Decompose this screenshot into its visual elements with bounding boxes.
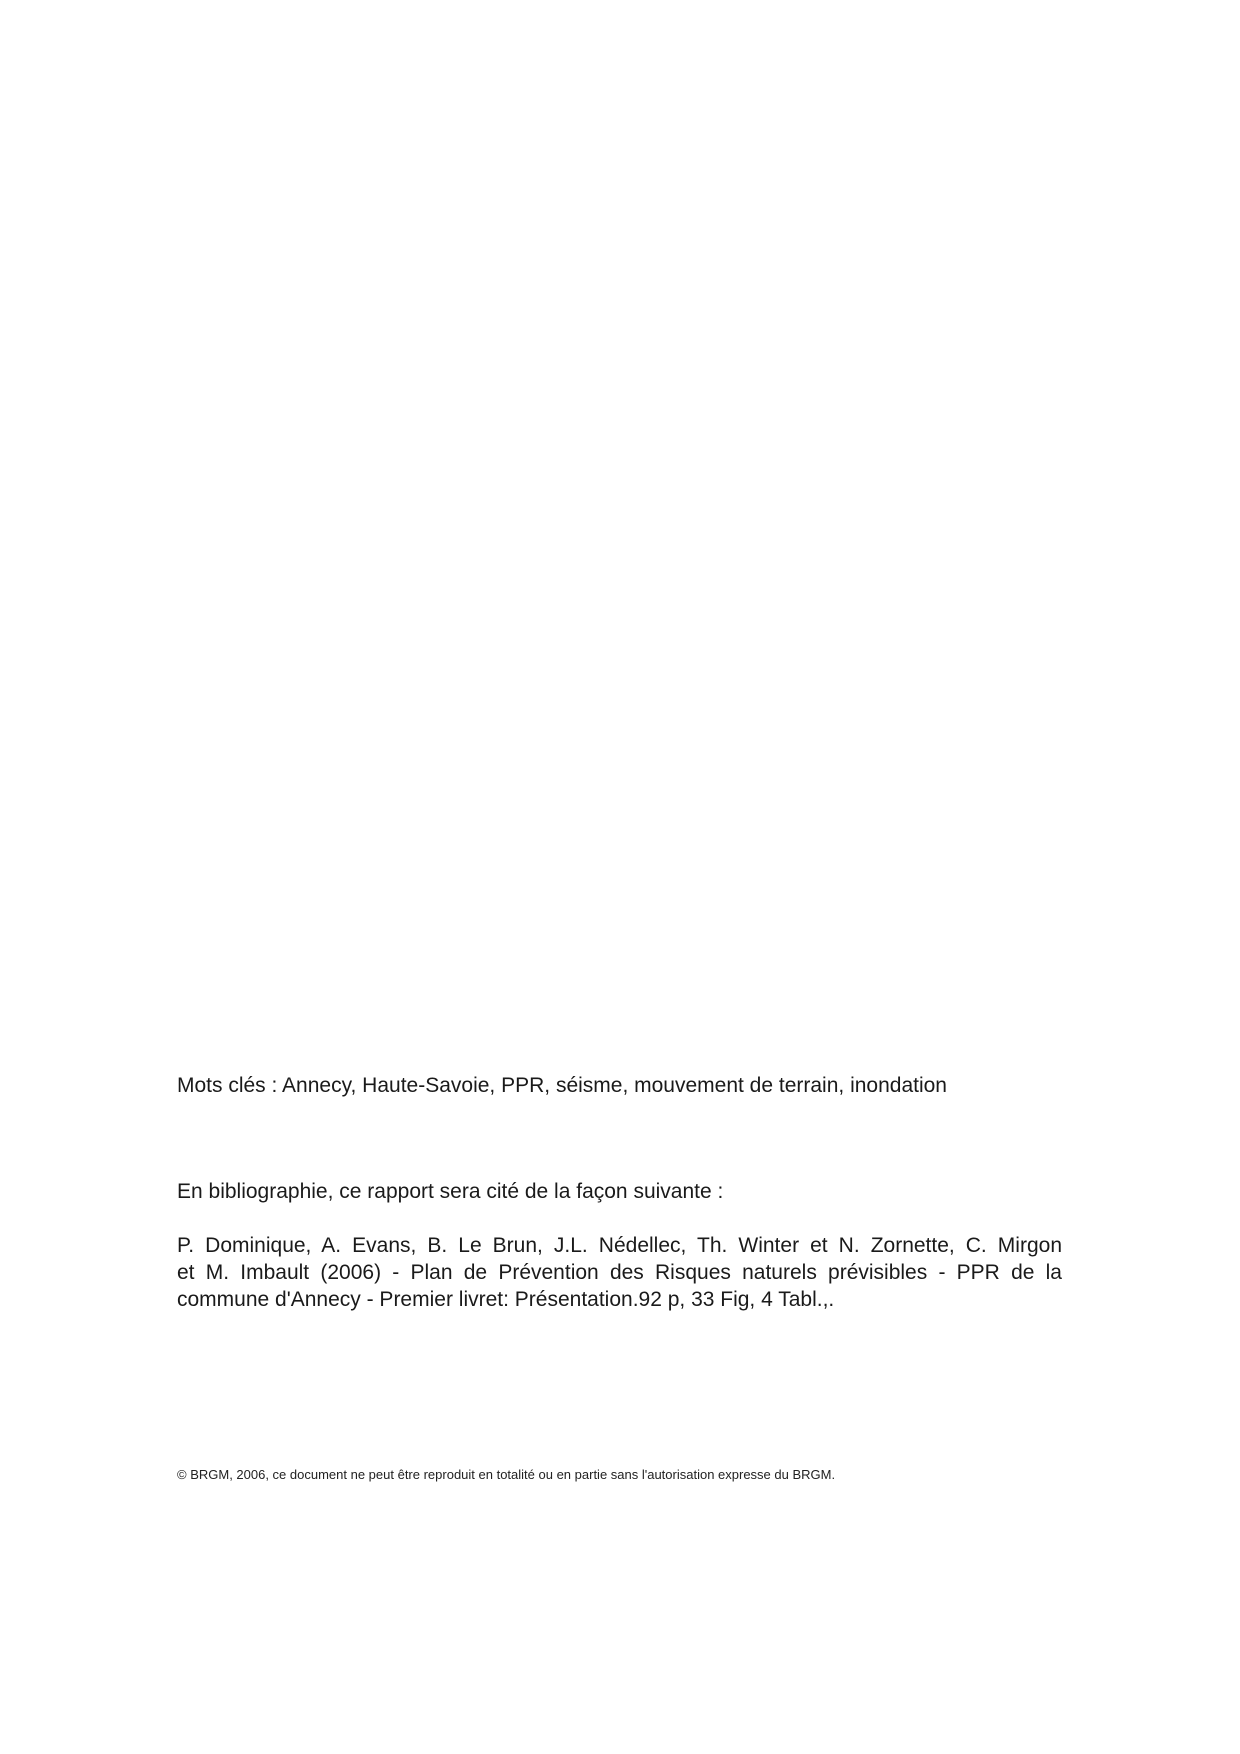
bibliography-intro: En bibliographie, ce rapport sera cité de la façon suivante : (177, 1180, 724, 1203)
citation-line-3: commune d'Annecy - Premier livret: Présentation.92 p, 33 Fig, 4 Tabl.,. (177, 1288, 835, 1311)
bibliographic-citation (177, 1232, 1062, 1313)
citation-line-2: et M. Imbault (2006) - Plan de Prévention des Risques naturels prévisibles - PPR de la (177, 1261, 1062, 1284)
keywords-line: Mots clés : Annecy, Haute-Savoie, PPR, séisme, mouvement de terrain, inondation (177, 1074, 947, 1097)
citation-line-1: P. Dominique, A. Evans, B. Le Brun, J.L. Nédellec, Th. Winter et N. Zornette, C. Mirgon (177, 1234, 1062, 1257)
copyright-notice: © BRGM, 2006, ce document ne peut être reproduit en totalité ou en partie sans l'autorisation expresse du BRGM. (177, 1467, 836, 1482)
